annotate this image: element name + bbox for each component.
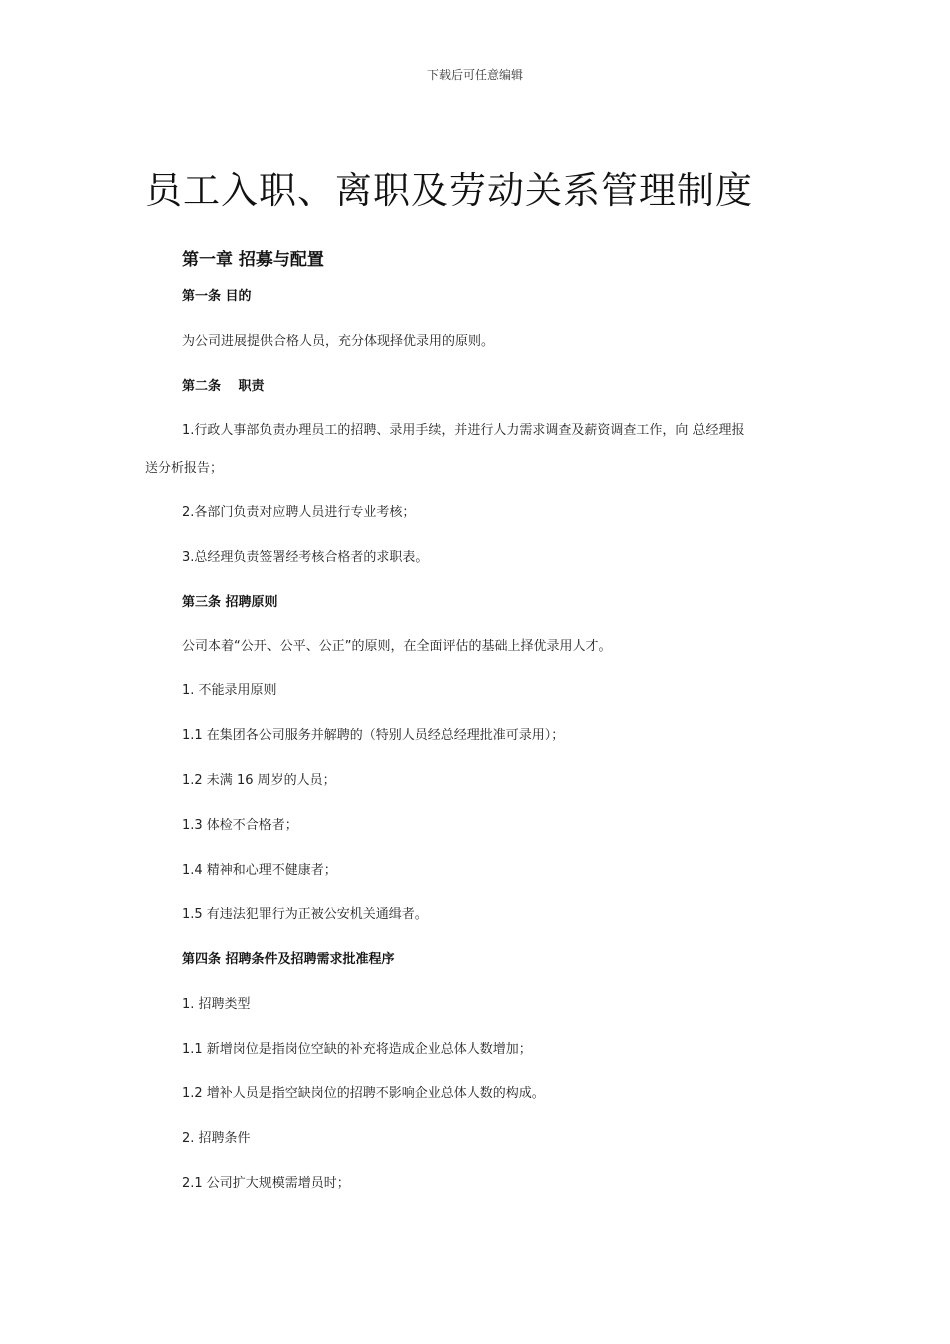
- page-header-note: 下载后可任意编辑: [426, 68, 523, 82]
- article-3-heading: 第三条 招聘原则: [182, 595, 278, 610]
- chapter-heading: 第一章 招募与配置: [182, 250, 324, 270]
- article-3-item-1-1: 1.1 在集团各公司服务并解聘的（特别人员经总经理批准可录用）；: [182, 728, 565, 743]
- article-2-item-1-line-2: 送分析报告；: [145, 461, 224, 476]
- article-4-item-2-1: 2.1 公司扩大规模需增员时；: [182, 1176, 350, 1191]
- article-3-intro: 公司本着“公开、公平、公正”的原则，在全面评估的基础上择优录用人才。: [182, 639, 612, 654]
- article-1-text: 为公司进展提供合格人员，充分体现择优录用的原则。: [182, 334, 495, 349]
- article-2-item-3: 3.总经理负责签署经考核合格者的求职表。: [182, 550, 429, 565]
- article-4-item-2: 2. 招聘条件: [182, 1131, 251, 1146]
- article-3-item-1-4: 1.4 精神和心理不健康者；: [182, 863, 337, 878]
- article-3-item-1-2: 1.2 未满 16 周岁的人员；: [182, 773, 336, 788]
- article-3-item-1-3: 1.3 体检不合格者；: [182, 818, 298, 833]
- document-title: 员工入职、离职及劳动关系管理制度: [145, 169, 753, 212]
- article-4-heading: 第四条 招聘条件及招聘需求批准程序: [182, 952, 395, 967]
- article-4-item-1-2: 1.2 增补人员是指空缺岗位的招聘不影响企业总体人数的构成。: [182, 1086, 545, 1101]
- article-4-item-1-1: 1.1 新增岗位是指岗位空缺的补充将造成企业总体人数增加；: [182, 1042, 532, 1057]
- article-1-heading: 第一条 目的: [182, 289, 252, 304]
- article-2-item-1-line-1: 1.行政人事部负责办理员工的招聘、录用手续，并进行人力需求调查及薪资调查工作，向 总经理报: [182, 423, 745, 438]
- article-2-heading: 第二条 职责: [182, 379, 265, 394]
- article-3-item-1: 1. 不能录用原则: [182, 683, 277, 698]
- article-2-item-2: 2.各部门负责对应聘人员进行专业考核；: [182, 505, 416, 520]
- article-3-item-1-5: 1.5 有违法犯罪行为正被公安机关通缉者。: [182, 907, 428, 922]
- article-4-item-1: 1. 招聘类型: [182, 997, 251, 1012]
